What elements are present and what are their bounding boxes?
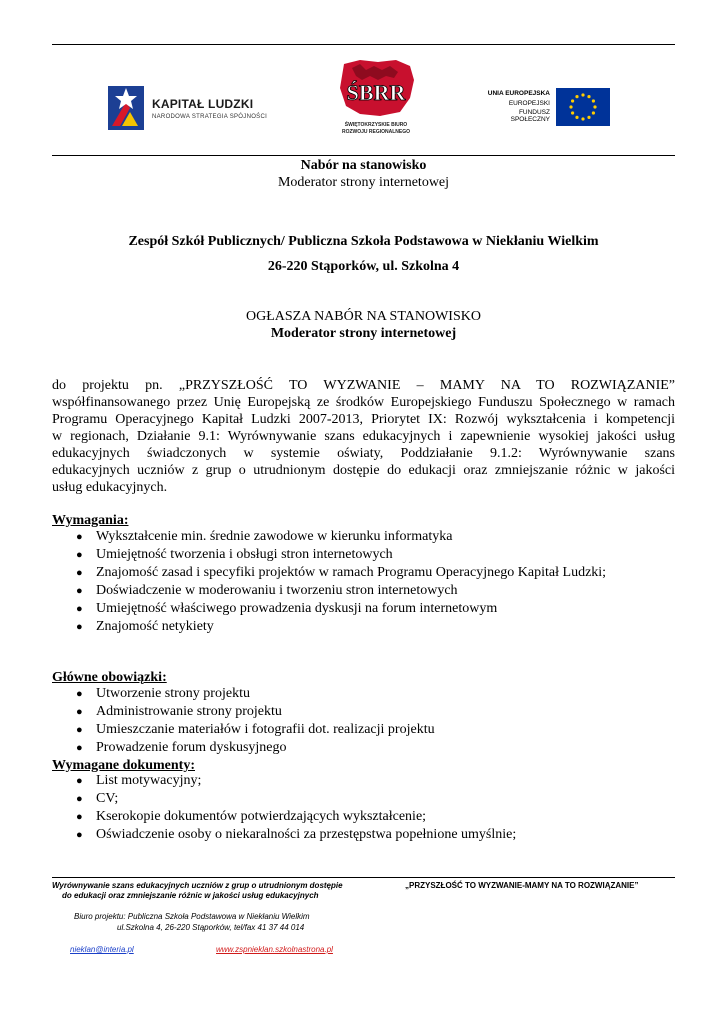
kapital-ludzki-emblem-icon (108, 82, 148, 132)
list-item: ● List motywacyjny; (76, 773, 202, 788)
sbrr-line2: ROZWOJU REGIONALNEGO (341, 129, 411, 135)
bullet-icon: ● (76, 688, 83, 700)
bullet-icon: ● (76, 793, 83, 805)
footer-office-line1: Biuro projektu: Publiczna Szkoła Podstawowa w Niekłaniu Wielkim (74, 912, 310, 921)
description-line: Programu Operacyjnego Kapitał Ludzki 2007-2013, Priorytet IX: Rozwój wykształcenia i kompetencji (52, 412, 675, 427)
list-item: ● Umieszczanie materiałów i fotografii dot. realizacji projektu (76, 722, 435, 737)
kapital-ludzki-title: KAPITAŁ LUDZKI (152, 97, 254, 111)
list-item: ● Umiejętność właściwego prowadzenia dyskusji na forum internetowym (76, 601, 498, 616)
list-item: ● Administrowanie strony projektu (76, 704, 282, 719)
list-item: ● Utworzenie strony projektu (76, 686, 250, 701)
bullet-icon: ● (76, 549, 83, 561)
footer-program-line2: do edukacji oraz zmniejszanie różnic w jakości usług edukacyjnych (62, 891, 319, 900)
header-title: Nabór na stanowisko (300, 158, 427, 173)
bullet-icon: ● (76, 742, 83, 754)
duties-heading: Główne obowiązki: (52, 670, 167, 685)
sbrr-logo (330, 58, 422, 142)
bullet-icon: ● (76, 531, 83, 543)
bullet-icon: ● (76, 621, 83, 633)
footer-program-line1: Wyrównywanie szans edukacyjnych uczniów z grup o utrudnionym dostępie (52, 881, 343, 890)
bullet-icon: ● (76, 567, 83, 579)
footer-website-link[interactable]: www.zspnieklan.szkolnastrona.pl (216, 945, 333, 954)
documents-heading: Wymagane dokumenty: (52, 758, 195, 773)
requirements-heading: Wymagania: (52, 513, 129, 528)
bullet-icon: ● (76, 585, 83, 597)
kapital-ludzki-logo (108, 82, 278, 132)
bullet-icon: ● (76, 829, 83, 841)
kapital-ludzki-subtitle: NARODOWA STRATEGIA SPÓJNOŚCI (152, 114, 268, 120)
sbrr-line1: ŚWIĘTOKRZYSKIE BIURO (344, 122, 408, 128)
eu-logo (478, 86, 613, 126)
bullet-icon: ● (76, 811, 83, 823)
list-item: ● Doświadczenie w moderowaniu i tworzeniu stron internetowych (76, 583, 458, 598)
documents-list (52, 772, 672, 844)
header-rule (52, 155, 675, 156)
eu-line3: FUNDUSZ SPOŁECZNY (510, 109, 550, 123)
eu-line1: UNIA EUROPEJSKA (487, 90, 550, 97)
list-item: ● Kserokopie dokumentów potwierdzających wykształcenie; (76, 809, 427, 824)
bullet-icon: ● (76, 775, 83, 787)
eu-flag-icon (556, 88, 610, 126)
list-item: ● Umiejętność tworzenia i obsługi stron internetowych (76, 547, 393, 562)
bullet-icon: ● (76, 724, 83, 736)
description-line: w regionach, Działanie 9.1: Wyrównywanie szans edukacyjnych i zapewnienie wysokiej jakości usług (52, 429, 675, 444)
announcement-position: Moderator strony internetowej (270, 326, 457, 341)
requirements-list (52, 528, 672, 636)
sbrr-emblem-icon (330, 58, 422, 120)
institution-address: 26-220 Stąporków, ul. Szkolna 4 (267, 259, 460, 274)
institution-name: Zespół Szkół Publicznych/ Publiczna Szkoła Podstawowa w Niekłaniu Wielkim (128, 234, 599, 249)
footer-office-line2: ul.Szkolna 4, 26-220 Stąporków, tel/fax 41 37 44 014 (117, 923, 305, 932)
bullet-icon: ● (76, 603, 83, 615)
description-line: do projektu pn. „PRZYSZŁOŚĆ TO WYZWANIE – MAMY NA TO ROZWIĄZANIE” (52, 378, 675, 393)
list-item: ● Oświadczenie osoby o niekaralności za przestępstwa popełnione umyślnie; (76, 827, 517, 842)
list-item: ● Wykształcenie min. średnie zawodowe w kierunku informatyka (76, 529, 453, 544)
list-item: ● Znajomość netykiety (76, 619, 214, 634)
duties-list (52, 685, 672, 757)
description-line: usług edukacyjnych. (52, 480, 168, 495)
list-item: ● Znajomość zasad i specyfiki projektów w ramach Programu Operacyjnego Kapitał Ludzki; (76, 565, 607, 580)
footer-rule (52, 877, 675, 878)
list-item: ● CV; (76, 791, 119, 806)
header-subtitle: Moderator strony internetowej (277, 175, 450, 190)
sbrr-logo-text: ŚBRR (346, 80, 406, 105)
bullet-icon: ● (76, 706, 83, 718)
top-rule (52, 44, 675, 45)
project-description (52, 377, 675, 496)
list-item: ● Prowadzenie forum dyskusyjnego (76, 740, 287, 755)
description-line: edukacyjnych uczniów z grup o utrudnionym dostępie do edukacji oraz zmniejszanie różnic w jakości (52, 463, 675, 478)
description-line: współfinansowanego przez Unię Europejską ze środków Europejskiego Funduszu Społecznego w ramach (52, 395, 675, 410)
announcement-title: OGŁASZA NABÓR NA STANOWISKO (246, 309, 481, 324)
description-line: edukacyjnych świadczonych w systemie oświaty, Poddziałanie 9.1.2: Wyrównywanie szans (52, 446, 675, 461)
footer-email-link[interactable]: nieklan@interia.pl (70, 945, 134, 954)
footer-project-name: „PRZYSZŁOŚĆ TO WYZWANIE-MAMY NA TO ROZWIĄZANIE” (405, 881, 639, 890)
eu-line2: EUROPEJSKI (508, 100, 550, 107)
